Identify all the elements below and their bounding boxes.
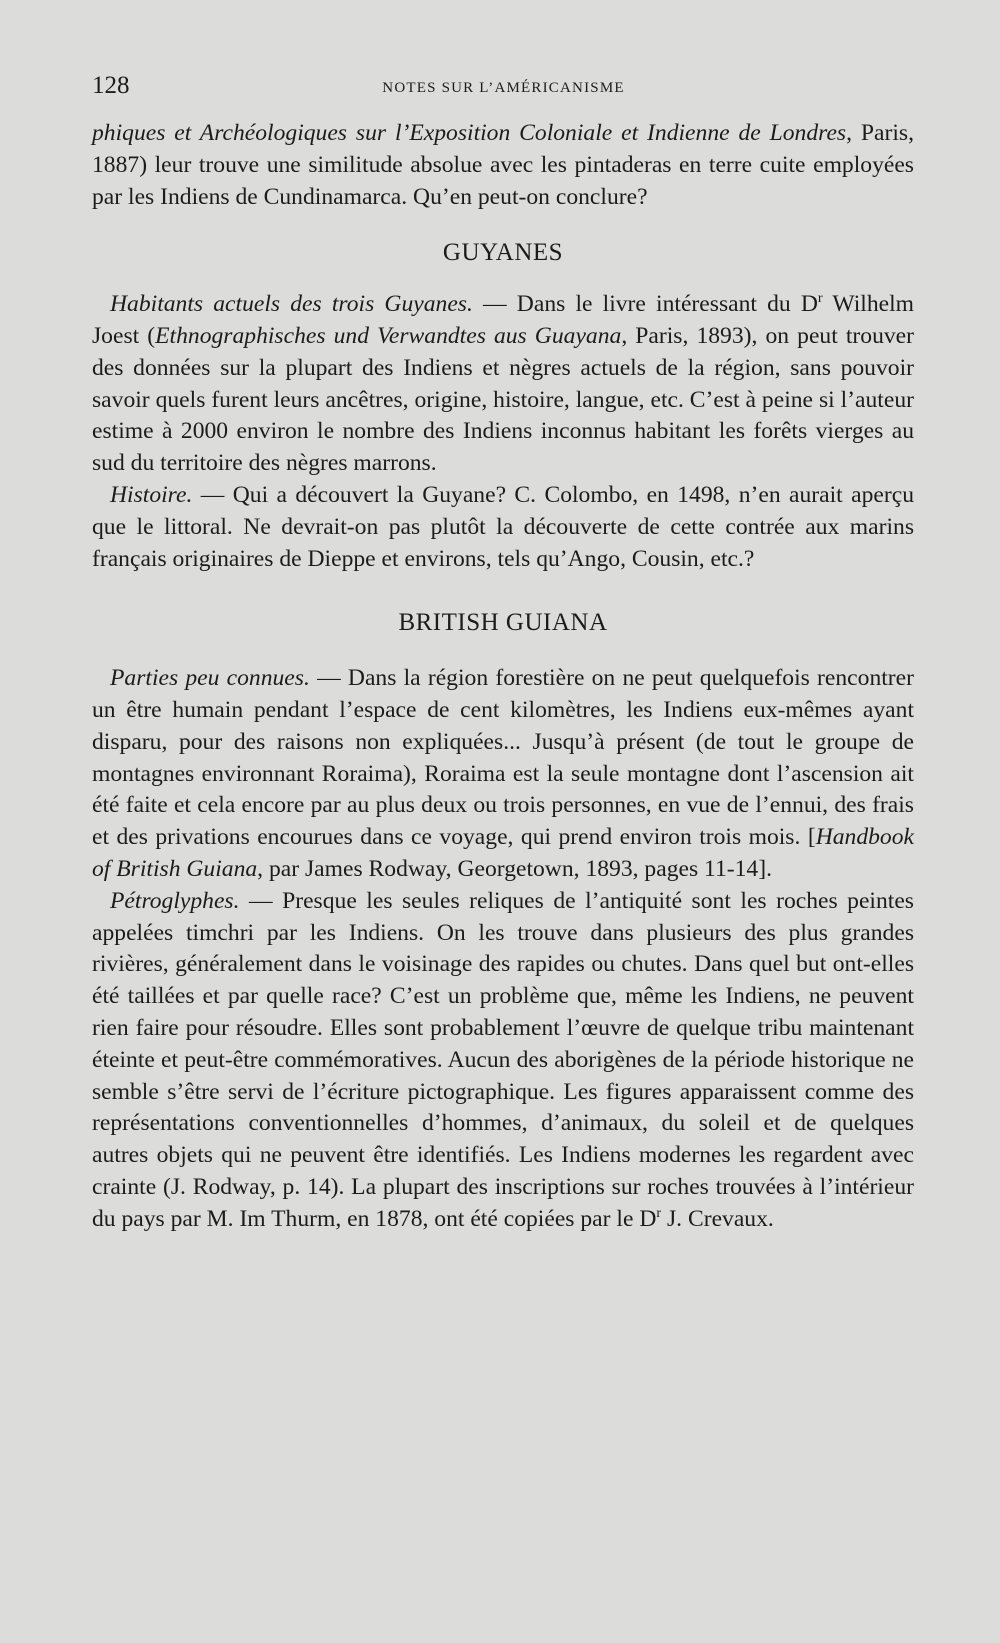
page-number: 128 [92,72,130,99]
running-header [92,72,915,112]
paragraph-lead: Pétroglyphes. [110,887,240,914]
body-text [92,118,914,1236]
book-title: Handbook of British Guiana [92,824,914,882]
section-heading-guyanes: GUYANES [442,239,564,267]
paragraph-lead: Histoire. [110,481,193,508]
paragraph-habitants: Habitants actuels des trois Guyanes. — Dans le livre intéressant du $D^r$ Wilhelm Joest (Ethnographisches und Verwandtes aus Guayana, Paris, 1893), on peut trouver des données sur la plupart des Indiens et nègres actuels de la région, sans pouvoir savoir quels furent leurs ancêtres, origine, histoire, langue, etc. C’est à peine si l’auteur estime à 2000 environ le nombre des Indiens inconnus habitant les forêts vierges au sud du territoire des nègres marrons. [92,290,914,477]
running-title: NOTES SUR L’AMÉRICANISME [382,80,625,96]
section-heading-british-guiana: BRITISH GUIANA [398,609,608,637]
intro-paragraph [92,118,914,213]
book-title: Ethnographisches und Verwandtes aus Guayana [155,322,622,349]
intro-text: , Paris, 1887) leur trouve une similitude absolue avec les pintaderas en terre cuite employées par les Indiens de Cundinamarca. Qu’en peut-on conclure? [92,120,915,210]
exhibition-title: phiques et Archéologiques sur l’Exposition Coloniale et Indienne de Londres [92,120,847,146]
paragraph-lead: Parties peu connues. [110,665,310,692]
paragraph-lead: Habitants actuels des trois Guyanes. [110,291,473,318]
paragraph-histoire: Histoire. — Qui a découvert la Guyane? C. Colombo, en 1498, n’en aurait aperçu que le littoral. Ne devrait-on pas plutôt la découverte de cette contrée aux marins français originaires de Dieppe et environs, tels qu’Ango, Cousin, etc.? [92,481,914,572]
paragraph-parties: Parties peu connues. — Dans la région forestière on ne peut quelquefois rencontrer un être humain pendant l’espace de cent kilomètres, les Indiens eux-mêmes ayant disparu, pour des raisons non expliquées... Jusqu’à présent (de tout le groupe de montagnes environnant Roraima), Roraima est la seule montagne dont l’ascension ait été faite et cela encore par au plus deux ou trois personnes, en vue de l’ennui, des frais et des privations encourues dans ce voyage, qui prend environ trois mois. [Handbook of British Guiana, par James Rodway, Georgetown, 1893, pages 11-14]. [92,665,914,882]
paragraph-petroglyphes: Pétroglyphes. — Presque les seules reliques de l’antiquité sont les roches peintes appelées timchri par les Indiens. On les trouve dans plusieurs des plus grandes rivières, généralement dans le voisinage des rapides ou chutes. Dans quel but ont-elles été taillées et par quelle race? C’est un problème que, même les Indiens, ne peuvent rien faire pour résoudre. Elles sont probablement l’œuvre de quelque tribu maintenant éteinte et peut-être commémoratives. Aucun des aborigènes de la période historique ne semble s’être servi de l’écriture pictographique. Les figures apparaissent comme des représentations conventionnelles d’hommes, d’animaux, du soleil et de quelques autres objets qui ne peuvent être identifiés. Les Indiens modernes les regardent avec crainte (J. Rodway, p. 14). La plupart des inscriptions sur roches trouvées à l’intérieur du pays par M. Im Thurm, en 1878, ont été copiées par le $D^r$ J. Crevaux. [92,887,914,1232]
